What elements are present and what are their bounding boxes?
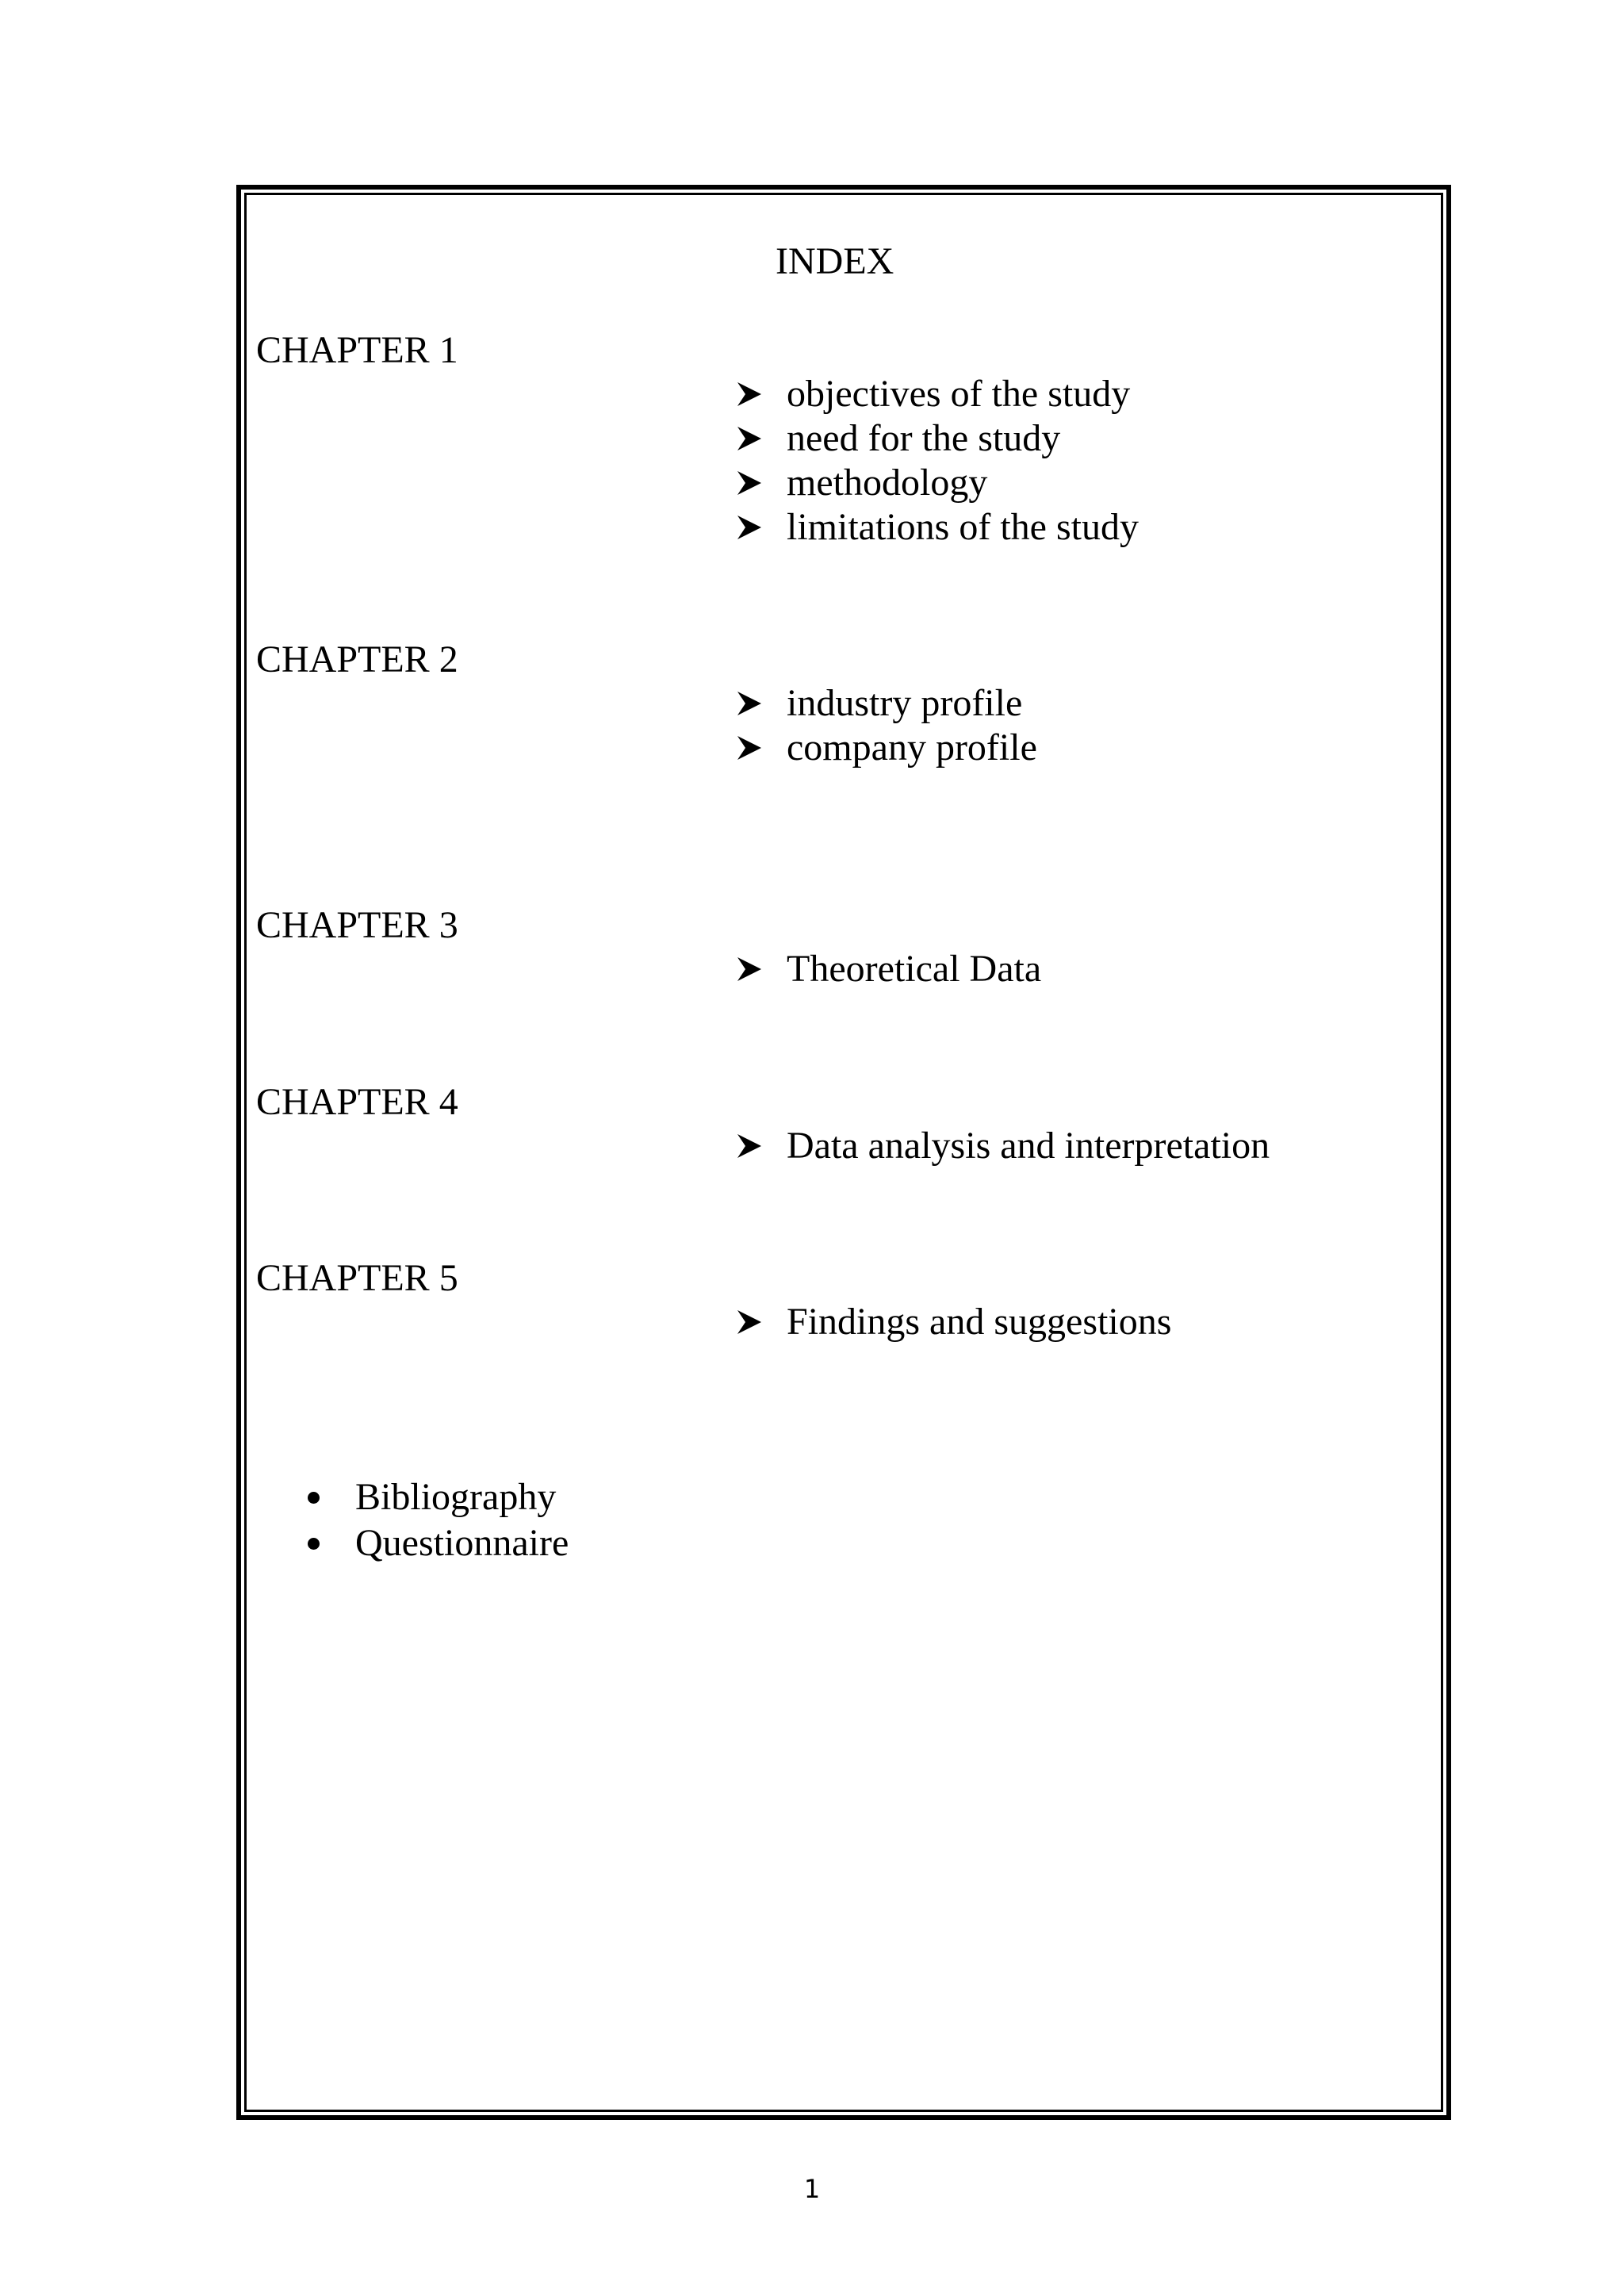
topic-label: company profile xyxy=(787,726,1037,769)
arrowhead-icon xyxy=(737,736,761,760)
arrowhead-icon xyxy=(737,692,761,715)
arrowhead-icon xyxy=(737,516,761,539)
appendix-label: Questionnaire xyxy=(355,1522,569,1564)
bullet-icon xyxy=(308,1492,320,1504)
topic-label: industry profile xyxy=(787,682,1023,724)
chapter-heading-5: CHAPTER 5 xyxy=(256,1257,458,1299)
topic-label: limitations of the study xyxy=(787,506,1139,548)
appendix-label: Bibliography xyxy=(355,1476,557,1518)
chapter-heading-3: CHAPTER 3 xyxy=(256,904,458,946)
bullet-icon xyxy=(308,1538,320,1550)
arrowhead-icon xyxy=(737,1310,761,1334)
page-number: 1 xyxy=(803,2174,821,2204)
topic-label: Theoretical Data xyxy=(787,948,1042,990)
topic-label: objectives of the study xyxy=(787,373,1131,415)
arrowhead-icon xyxy=(737,382,761,406)
arrowhead-icon xyxy=(737,1134,761,1158)
chapter-heading-2: CHAPTER 2 xyxy=(256,638,458,680)
chapter-heading-1: CHAPTER 1 xyxy=(256,329,458,371)
topic-label: need for the study xyxy=(787,417,1061,459)
arrowhead-icon xyxy=(737,957,761,981)
page-title: INDEX xyxy=(776,240,894,282)
arrowhead-icon xyxy=(737,427,761,450)
topic-label: methodology xyxy=(787,462,988,504)
topic-label: Findings and suggestions xyxy=(787,1301,1172,1343)
arrowhead-icon xyxy=(737,471,761,495)
chapter-heading-4: CHAPTER 4 xyxy=(256,1081,458,1123)
topic-label: Data analysis and interpretation xyxy=(787,1125,1270,1167)
